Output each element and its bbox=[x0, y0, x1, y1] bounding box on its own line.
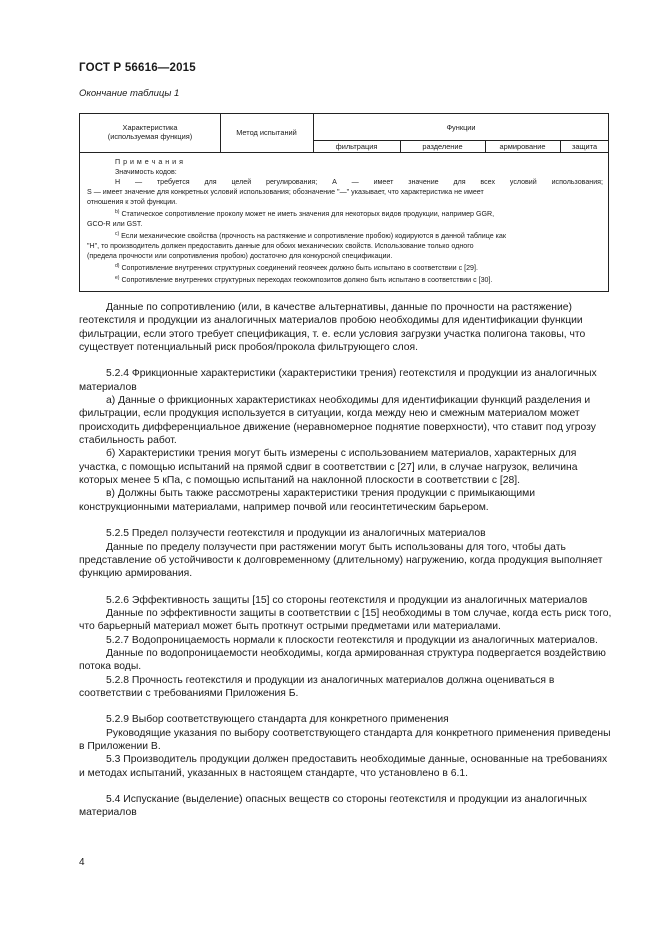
note-line: Н — требуется для целей регулирования; А — имеет значение для всех условий использования; bbox=[115, 178, 603, 186]
paragraph: в) Должны быть также рассмотрены характеристики трения продукции с примыкающими конструкционными материалами, например почвой или геосинтетическим барьером. bbox=[79, 488, 536, 513]
note-text: Статическое сопротивление проколу может не иметь значения для некоторых видов продукции, например GGR, bbox=[121, 210, 495, 218]
col-characteristic-line: Характеристика bbox=[122, 123, 178, 132]
paragraph: Данные по эффективности защиты в соответствии с [15] необходимы в том случае, когда есть риск того, что барьерный материал может быть проткнут острыми предметами или материалами. bbox=[79, 607, 612, 633]
note-mark: d) bbox=[115, 263, 120, 269]
table-notes bbox=[87, 157, 603, 285]
page-number: 4 bbox=[79, 857, 85, 868]
subcol-protection: защита bbox=[571, 142, 598, 151]
note-line bbox=[87, 273, 603, 285]
paragraph: Данные по пределу ползучести при растяжении могут быть использованы для того, чтобы дать представление об устойчивости к долговременному (длительному) нагружению, когда продукция выполняет функцию армирования. bbox=[79, 541, 603, 580]
section-heading: 5.2.9 Выбор соответствующего стандарта для конкретного применения bbox=[106, 714, 449, 726]
note-line bbox=[87, 229, 603, 241]
section-heading: 5.4 Испускание (выделение) опасных веществ со стороны геотекстиля и продукции из аналогичных материалов bbox=[79, 794, 587, 819]
standard-header: ГОСТ Р 56616—2015 bbox=[79, 62, 196, 74]
paragraph: Данные по водопроницаемости необходимы, когда армированная структура подвергается воздействию потока воды. bbox=[79, 647, 606, 673]
note-text: Если механические свойства (прочность на растяжение и сопротивление пробою) кодируются в данной таблице как bbox=[121, 232, 506, 240]
section-heading: 5.2.4 Фрикционные характеристики (характеристики трения) геотекстиля и продукции из аналогичных материалов bbox=[79, 368, 597, 393]
note-line: GCO-R или GST. bbox=[87, 220, 143, 228]
subcol-reinforcement: армирование bbox=[499, 142, 546, 151]
note-mark: e) bbox=[115, 275, 120, 281]
paragraph: Руководящие указания по выбору соответствующего стандарта для конкретного применения приведены в Приложении В. bbox=[79, 727, 611, 752]
note-text: Сопротивление внутренних структурных переходах геокомпозитов должно быть испытано в соответствии с [30]. bbox=[121, 276, 493, 284]
subcol-separation: разделение bbox=[422, 142, 463, 151]
note-line: Значимость кодов: bbox=[115, 168, 177, 176]
note-line: S — имеет значение для конкретных условий использования; обозначение "—" указывает, что характеристика не имеет bbox=[87, 188, 484, 196]
note-line: (предела прочности или сопротивления пробою) достаточно для конкурсной спецификации. bbox=[87, 252, 393, 260]
col-method-header: Метод испытаний bbox=[236, 128, 297, 137]
col-characteristic-line: (используемая функция) bbox=[107, 132, 193, 141]
note-line bbox=[87, 261, 603, 273]
paragraph: 5.3 Производитель продукции должен предоставить необходимые данные, основанные на требованиях и методах испытаний, указанных в настоящем стандарте, что установлено в 6.1. bbox=[79, 754, 608, 779]
section-heading: 5.2.6 Эффективность защиты [15] со стороны геотекстиля и продукции из аналогичных материалов bbox=[106, 594, 588, 606]
subcol-filtration: фильтрация bbox=[335, 142, 378, 151]
paragraph: Данные по сопротивлению (или, в качестве альтернативы, данные по прочности на растяжение) геотекстиля и продукции из аналогичных материалов пробою необходимы для идентификации функции фильтрации, если этого требует спецификация, т. е. если условия загрузки участка полигона таковы, что существует потенциальный риск пробоя/прокола фильтрующего слоя. bbox=[79, 302, 586, 354]
table-caption: Окончание таблицы 1 bbox=[79, 88, 180, 99]
notes-title: П р и м е ч а н и я bbox=[115, 158, 184, 166]
table-1-end bbox=[79, 113, 609, 292]
paragraph: а) Данные о фрикционных характеристиках необходимы для идентификации функций разделения и фильтрации, если продукция используется в ситуации, когда между нею и смежным материалом может происходить дифференциальное движение (неравномерное поднятие поверхности), что ставит под угрозу стабильность работ. bbox=[79, 395, 596, 447]
note-text: Сопротивление внутренних структурных соединений геоячеек должно быть испытано в соответствии с [29]. bbox=[121, 264, 478, 272]
note-mark: b) bbox=[115, 209, 120, 215]
note-mark: c) bbox=[115, 231, 120, 237]
document-body bbox=[79, 301, 614, 820]
note-line bbox=[87, 207, 603, 219]
note-line: "Н", то производитель должен предоставить данные для обоих механических свойств. Использование только одного bbox=[87, 242, 474, 250]
col-characteristic-header bbox=[80, 123, 220, 141]
paragraph: 5.2.8 Прочность геотекстиля и продукции из аналогичных материалов должна оцениваться в соответствии с требованиями Приложения Б. bbox=[79, 674, 555, 699]
section-heading: 5.2.7 Водопроницаемость нормали к плоскости геотекстиля и продукции из аналогичных материалов. bbox=[106, 634, 598, 646]
note-line: отношения к этой функции. bbox=[87, 198, 178, 206]
paragraph: б) Характеристики трения могут быть измерены с использованием материалов, характерных для участка, с помощью испытаний на прямой сдвиг в соответствии с [27] или, в случае нагрузок, величина которых менее 5 кПа, с помощью испытаний на наклонной плоскости в соответствии с [28]. bbox=[79, 448, 578, 487]
section-heading: 5.2.5 Предел ползучести геотекстиля и продукции из аналогичных материалов bbox=[106, 528, 486, 540]
col-functions-header: Функции bbox=[446, 123, 476, 132]
